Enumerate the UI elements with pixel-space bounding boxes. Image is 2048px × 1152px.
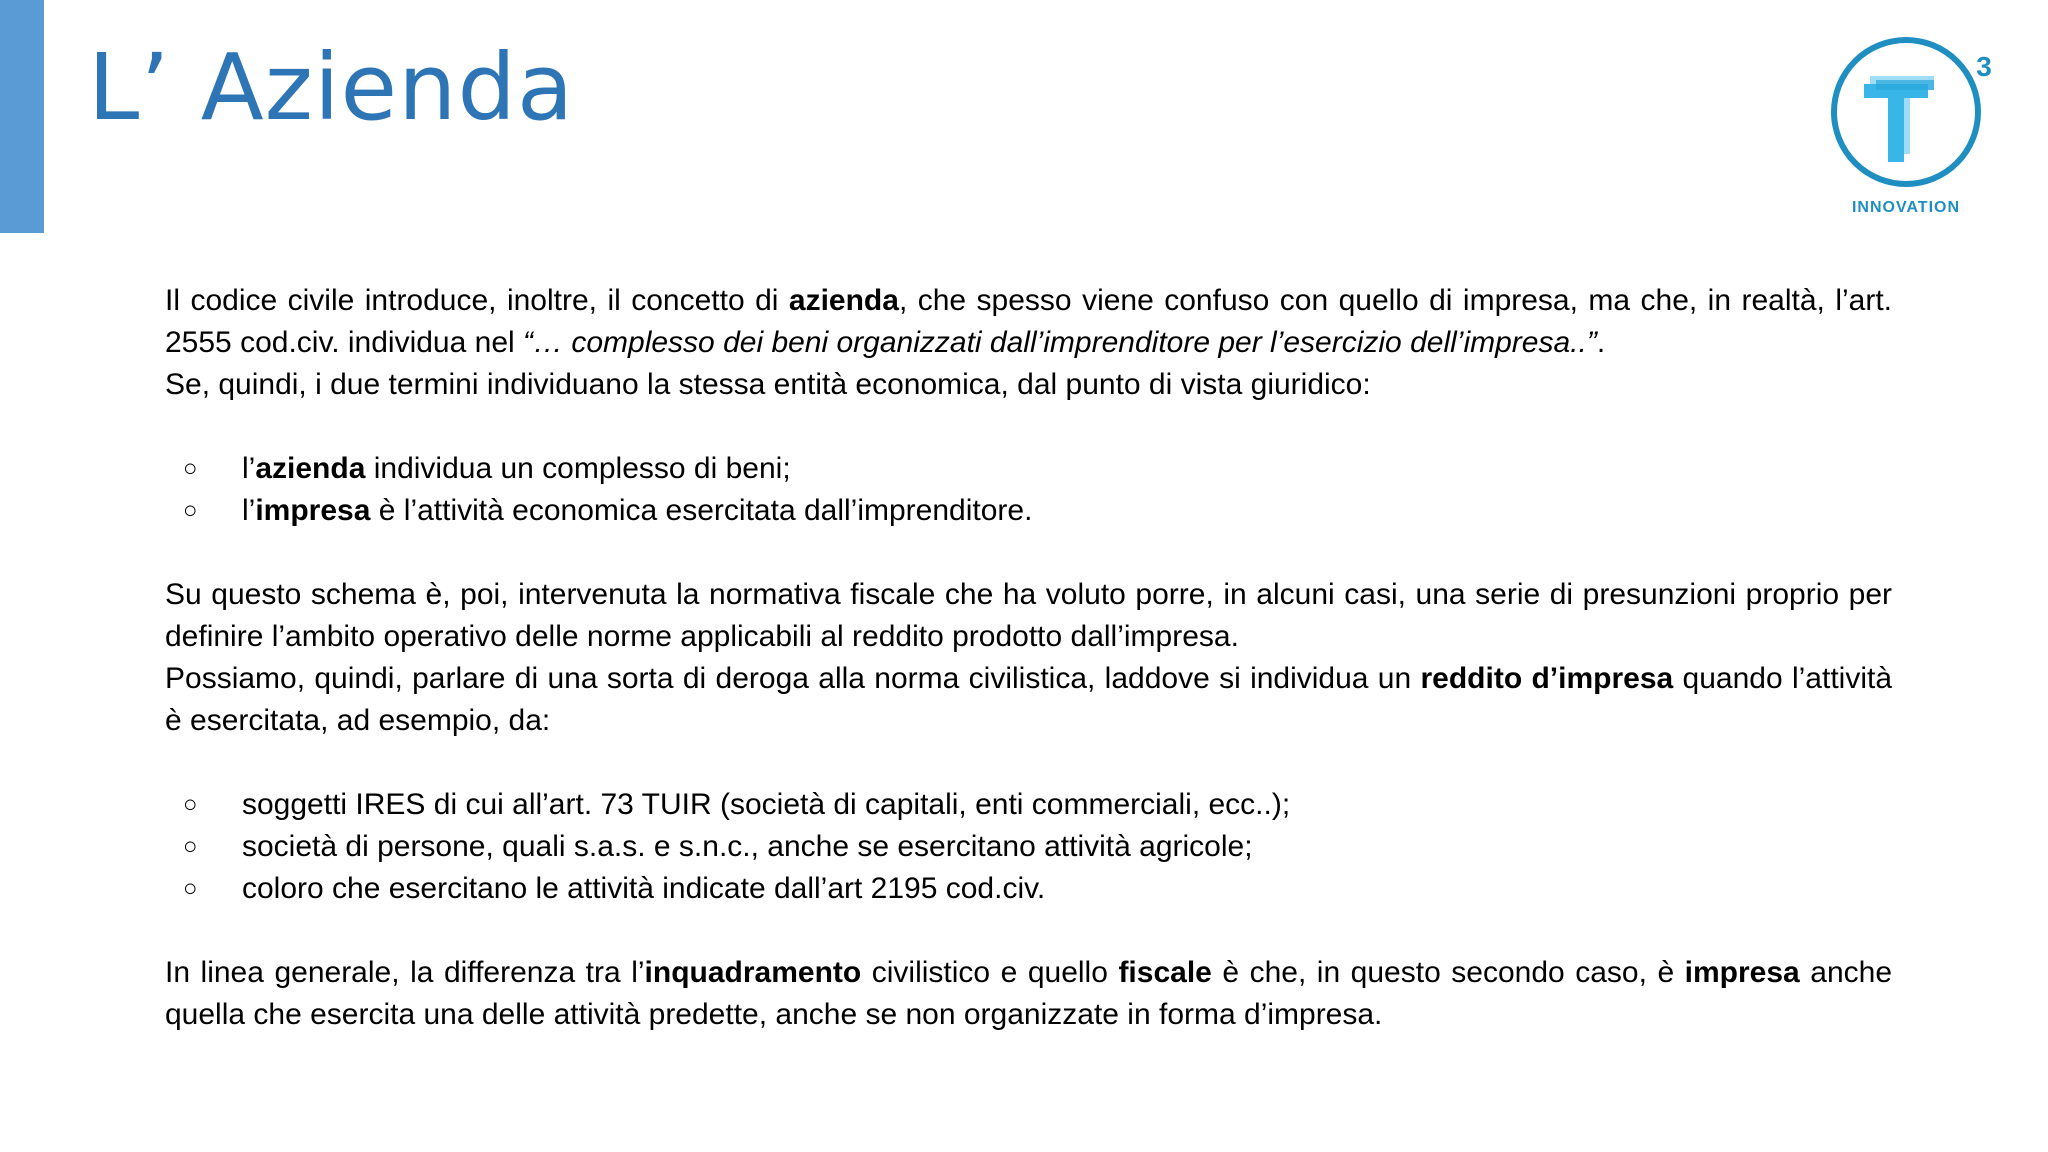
paragraph-conclusion: In linea generale, la differenza tra l’inquadramento civilistico e quello fiscale è che, in questo secondo caso, è impresa anche quella che esercita una delle attività predette, anche se non organizzate in forma d’impresa. <box>165 956 1893 1031</box>
list-soggetti <box>165 784 1892 910</box>
list-item: ○ coloro che esercitano le attività indicate dall’art 2195 cod.civ. <box>165 868 1892 910</box>
bullet-circle-icon: ○ <box>183 497 198 524</box>
logo-label: INNOVATION <box>1851 199 1961 216</box>
accent-bar <box>0 0 44 233</box>
term-impresa: impresa <box>1684 956 1800 989</box>
list-item: ○ soggetti IRES di cui all’art. 73 TUIR (società di capitali, enti commerciali, ecc..); <box>165 784 1892 826</box>
term-fiscale: fiscale <box>1118 956 1212 989</box>
paragraph-reddito-impresa: Possiamo, quindi, parlare di una sorta di deroga alla norma civilistica, laddove si individua un reddito d’impresa quando l’attività è esercitata, ad esempio, da: <box>165 662 1893 737</box>
slide-body <box>165 280 1892 1036</box>
page-title: L’ Azienda <box>88 34 575 141</box>
term-inquadramento: inquadramento <box>644 956 862 989</box>
term-azienda: azienda <box>788 284 899 317</box>
bullet-circle-icon: ○ <box>183 791 198 818</box>
list-item: ○ l’impresa è l’attività economica esercitata dall’imprenditore. <box>165 490 1892 532</box>
term-reddito-impresa: reddito d’impresa <box>1420 662 1674 695</box>
list-azienda-impresa <box>165 448 1892 532</box>
logo-t3-innovation <box>1826 32 1996 222</box>
logo-superscript: 3 <box>1976 51 1992 82</box>
quote-art-2555: “… complesso dei beni organizzati dall’imprenditore per l’esercizio dell’impresa..” <box>523 326 1597 359</box>
paragraph-intro-list: Se, quindi, i due termini individuano la stessa entità economica, dal punto di vista giuridico: <box>165 368 1371 401</box>
logo-t-mark <box>1864 76 1934 162</box>
bullet-circle-icon: ○ <box>183 455 198 482</box>
paragraph-normativa-fiscale: Su questo schema è, poi, intervenuta la normativa fiscale che ha voluto porre, in alcuni casi, una serie di presunzioni proprio per definire l’ambito operativo delle norme applicabili al reddito prodotto dall’impresa. <box>165 578 1892 653</box>
bullet-circle-icon: ○ <box>183 875 198 902</box>
bullet-circle-icon: ○ <box>183 833 198 860</box>
paragraph-azienda-definition: Il codice civile introduce, inoltre, il concetto di azienda, che spesso viene confuso con quello di impresa, ma che, in realtà, l’art. 2555 cod.civ. individua nel “… complesso dei beni organizzati dall’imprenditore per l’esercizio dell’impresa..”. <box>165 284 1892 359</box>
list-item: ○ società di persone, quali s.a.s. e s.n.c., anche se esercitano attività agricole; <box>165 826 1892 868</box>
list-item: ○ l’azienda individua un complesso di beni; <box>165 448 1892 490</box>
